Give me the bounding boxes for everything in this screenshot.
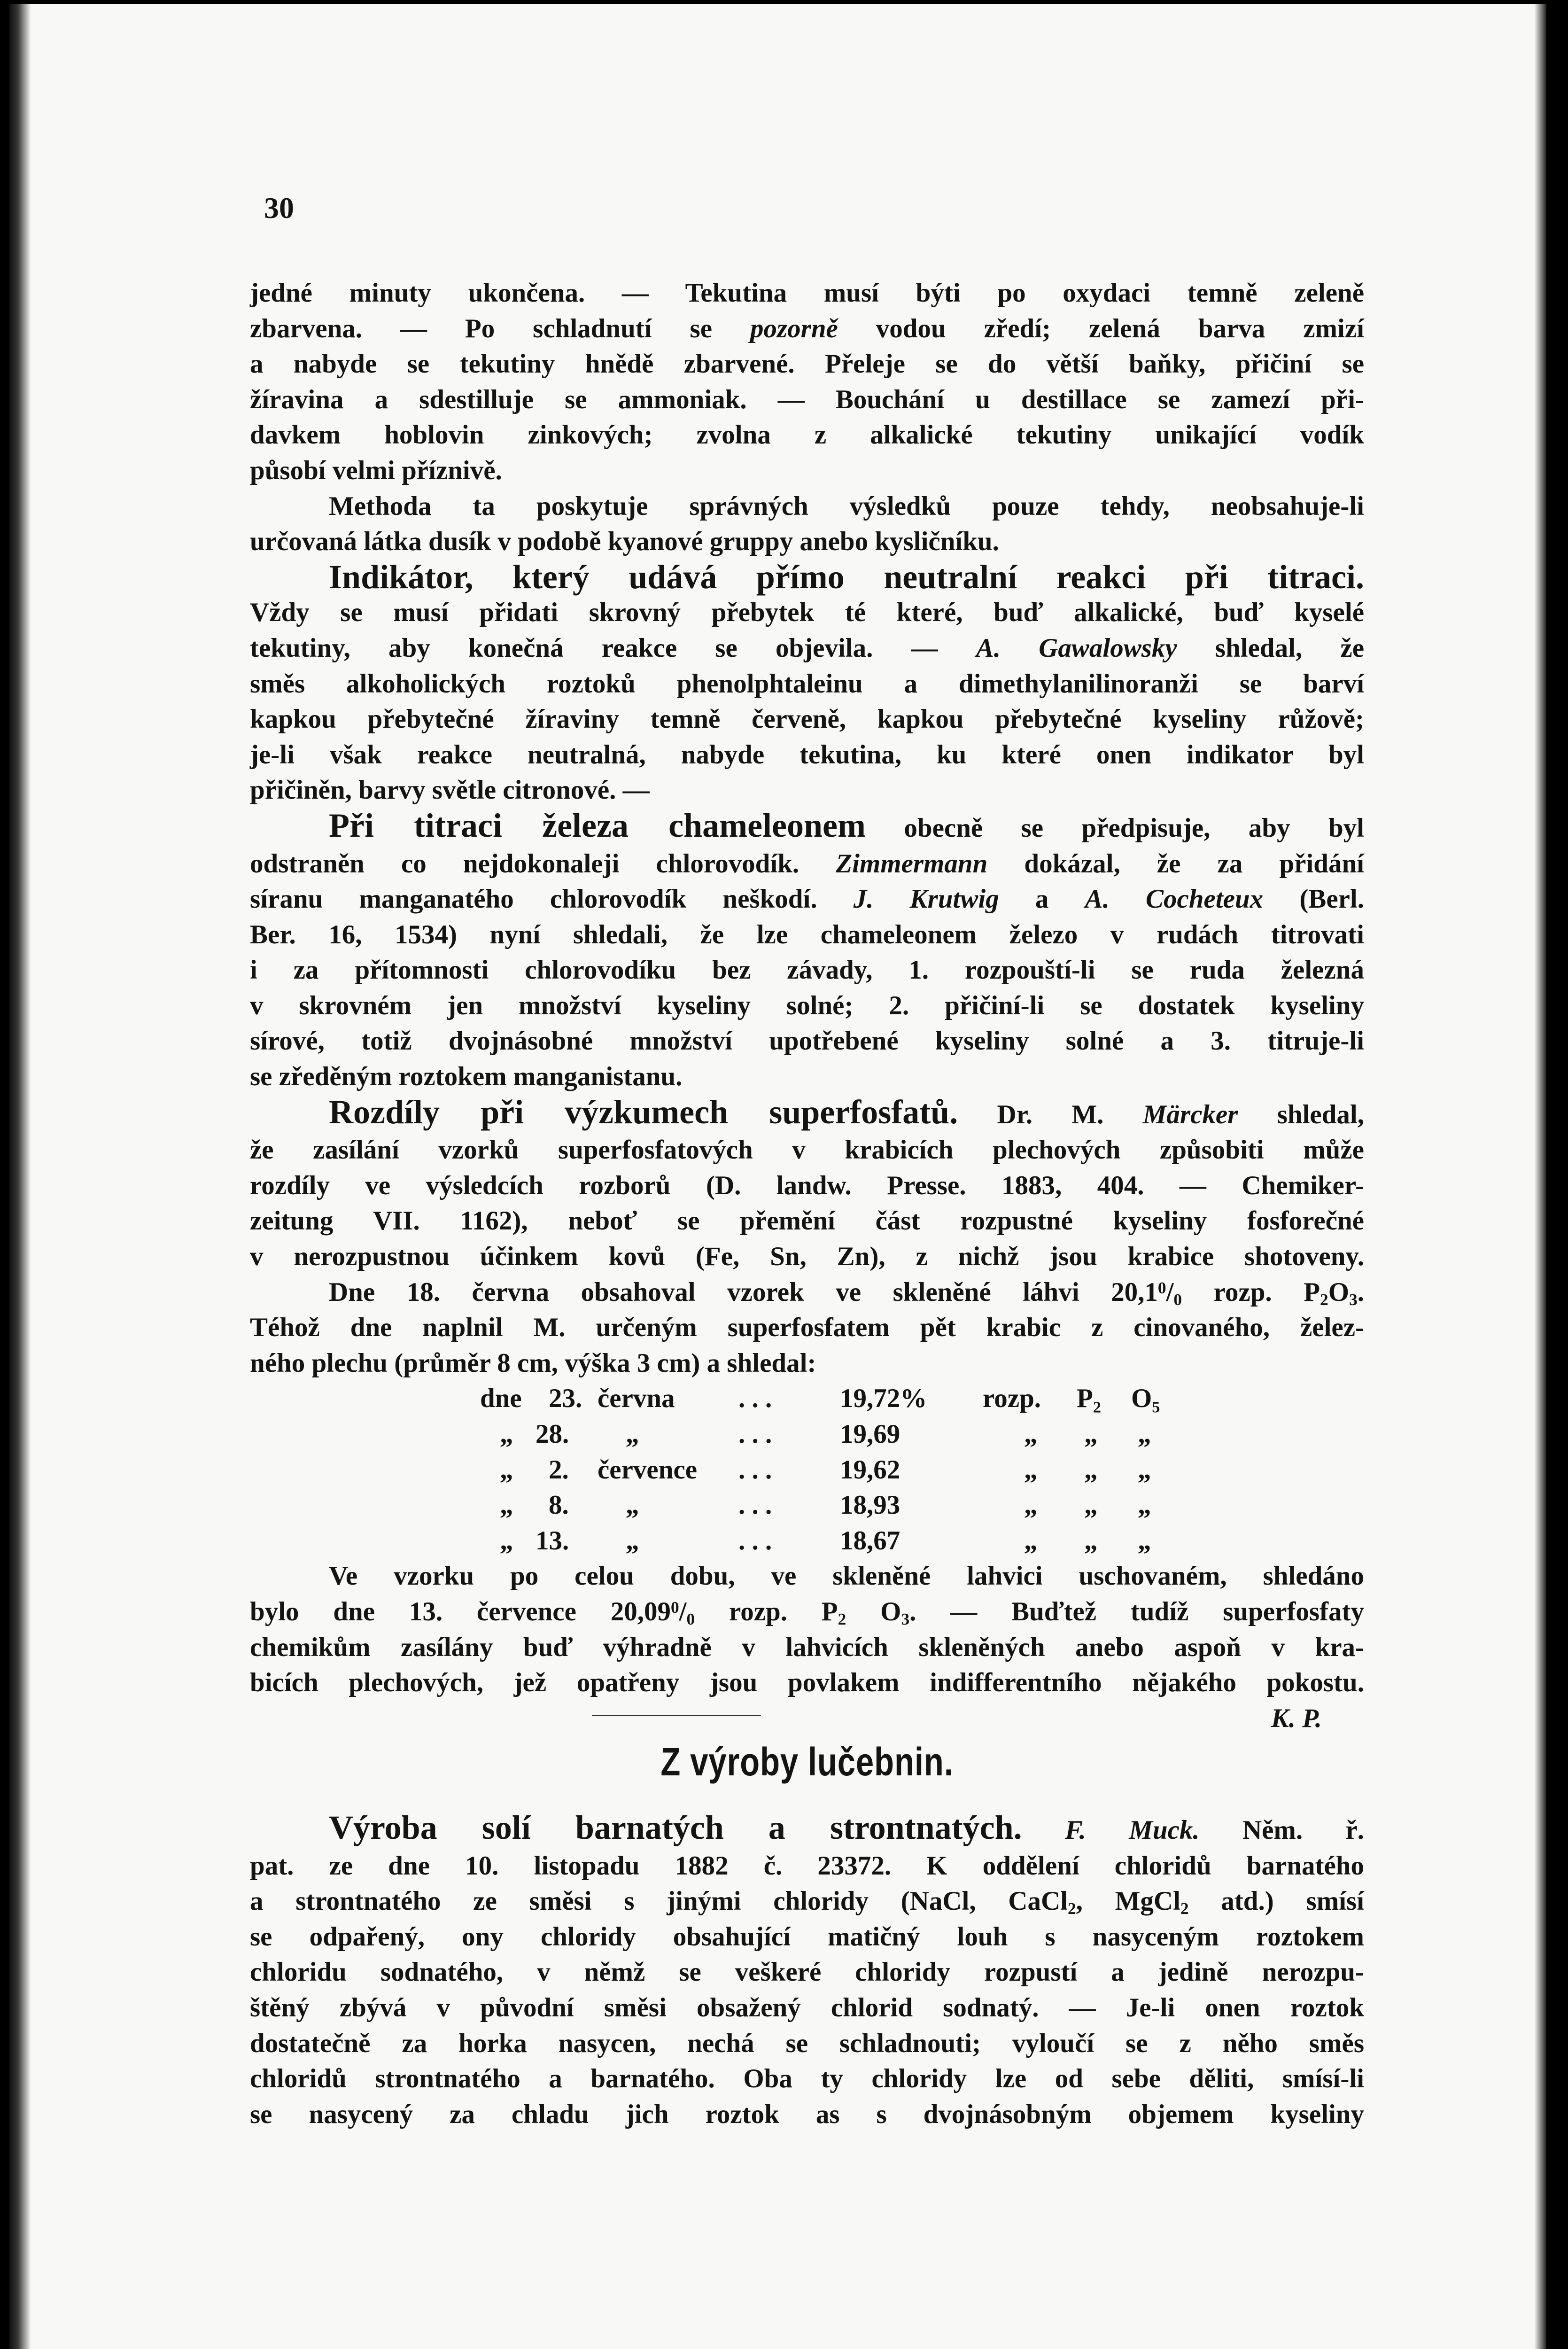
results-table: [250, 1381, 1364, 1558]
text-line: sírové, totiž dvojnásobné množství upotřebené kyseliny solné a 3. titruje-li: [250, 1026, 1364, 1056]
text-line: davkem hoblovin zinkových; zvolna z alkalické tekutiny unikající vodík: [250, 420, 1364, 450]
page-number: 30: [264, 191, 294, 225]
text-line: směs alkoholických roztoků phenolphtaleinu a dimethylanilinoranži se barví: [250, 669, 1364, 699]
text-line: zeitung VII. 1162), neboť se přemění část rozpustné kyseliny fosforečné: [250, 1206, 1364, 1236]
text-line: kapkou přebytečné žíraviny temně červeně, kapkou přebytečné kyseliny růžově;: [250, 704, 1364, 734]
text-line: zbarvena. — Po schladnutí se pozorně vodou zředí; zelená barva zmizí: [250, 313, 1364, 343]
table-row: „ 2. července . . . 19,62 „ „ „: [500, 1455, 1151, 1485]
text-line: Dne 18. června obsahoval vzorek ve skleněné láhvi $20,1^0/_0$ rozp. $P_2O_3$.: [329, 1277, 1364, 1309]
text-line: se zředěným roztokem manganistanu.: [250, 1062, 683, 1092]
text-line: Rozdíly při výzkumech superfosfatů. Dr. M. Märcker shledal,: [329, 1093, 1365, 1131]
text-line: je-li však reakce neutralná, nabyde tekutina, ku které onen indikator byl: [250, 739, 1364, 770]
text-line: ného plechu (průměr 8 cm, výška 3 cm) a shledal:: [250, 1348, 816, 1378]
text-line: chemikům zasílány buď výhradně v lahvicích skleněných anebo aspoň v kra-: [250, 1632, 1364, 1662]
table-row: „ 13. „ . . . 18,67 „ „ „: [500, 1525, 1151, 1556]
section-heading-titration: Při titraci železa chameleonem: [329, 806, 866, 844]
scan-shadow-right: [1534, 4, 1546, 2349]
text-line: určovaná látka dusík v podobě kyanové gruppy anebo kysličníku.: [250, 527, 999, 557]
text-line: a nabyde se tekutiny hnědě zbarvené. Přeleje se do větší baňky, přičiní se: [250, 349, 1364, 379]
text-line: bicích plechových, jež opatřeny jsou povlakem indifferentního nějakého pokostu.: [250, 1668, 1364, 1698]
text-line: Vždy se musí přidati skrovný přebytek té které, buď alkalické, buď kyselé: [250, 598, 1364, 628]
scan-shadow-left: [9, 4, 31, 2349]
text-line: Téhož dne naplnil M. určeným superfosfatem pět krabic z cinovaného, želez-: [250, 1313, 1364, 1343]
text-line: jedné minuty ukončena. — Tekutina musí býti po oxydaci temně zeleně: [250, 278, 1364, 308]
text-line: se odpařený, ony chloridy obsahující matičný louh s nasyceným roztokem: [250, 1921, 1364, 1952]
text-line: pat. ze dne 10. listopadu 1882 č. 23372. K oddělení chloridů barnatého: [250, 1851, 1364, 1881]
text-line: odstraněn co nejdokonaleji chlorovodík. Zimmermann dokázal, že za přidání: [250, 848, 1365, 879]
text-line: se nasycený za chladu jich roztok as s dvojnásobným objemem kyseliny: [250, 2099, 1364, 2129]
table-row: „ 8. „ . . . 18,93 „ „ „: [500, 1490, 1151, 1520]
text-line: žíravina a sdestilluje se ammoniak. — Bouchání u destillace se zamezí při-: [250, 384, 1364, 414]
text-line: v skrovném jen množství kyseliny solné; 2. přičiní-li se dostatek kyseliny: [250, 990, 1364, 1020]
table-row: dne 23. června . . . 19,72% rozp. P₂ O₅: [480, 1384, 1160, 1414]
text-line: chloridu sodnatého, v němž se veškeré chloridy rozpustí a jedině nerozpu-: [250, 1957, 1364, 1987]
text-line: i za přítomnosti chlorovodíku bez závady, 1. rozpouští-li se ruda železná: [250, 955, 1364, 985]
text-line: Ber. 16, 1534) nyní shledali, že lze chameleonem železo v rudách titrovati: [250, 919, 1364, 949]
text-line: v nerozpustnou účinkem kovů (Fe, Sn, Zn), z nichž jsou krabice shotoveny.: [250, 1242, 1364, 1272]
text-line: chloridů strontnatého a barnatého. Oba ty chloridy lze od sebe děliti, smísí-li: [250, 2064, 1364, 2094]
body-text: [250, 275, 1364, 2132]
text-line: a strontnatého ze směsi s jinými chloridy (NaCl, CaCl$_2$, MgCl$_2$ atd.) smísí: [250, 1886, 1364, 1918]
text-line: bylo dne 13. července $20,09^0/_0$ rozp. $P_2$ $O_3$. — Buďtež tudíž superfosfaty: [250, 1596, 1365, 1628]
text-line: Výroba solí barnatých a strontnatých. F. Muck. Něm. ř.: [329, 1808, 1364, 1846]
text-line: tekutiny, aby konečná reakce se objevila. — A. Gawalowsky shledal, že: [250, 633, 1365, 663]
scanned-page: [9, 4, 1546, 2349]
text-line: působí velmi příznivě.: [250, 455, 502, 485]
text-line: Ve vzorku po celou dobu, ve skleněné lahvici uschovaném, shledáno: [329, 1561, 1364, 1591]
text-line: rozdíly ve výsledcích rozborů (D. landw. Presse. 1883, 404. — Chemiker-: [250, 1170, 1364, 1200]
separator-rule: [592, 1715, 761, 1716]
section-title: Z výroby lučebnin.: [660, 1740, 954, 1784]
table-row: „ 28. „ . . . 19,69 „ „ „: [500, 1419, 1151, 1449]
text-line: Při titraci železa chameleonem obecně se předpisuje, aby byl: [329, 806, 1364, 844]
author-signature: K. P.: [1271, 1703, 1322, 1733]
text-line: štěný zbývá v původní směsi obsažený chlorid sodnatý. — Je-li onen roztok: [250, 1992, 1364, 2022]
text-line: dostatečně za horka nasycen, nechá se schladnouti; vyloučí se z něho směs: [250, 2028, 1364, 2058]
text-line: síranu manganatého chlorovodík neškodí. J. Krutwig a A. Cocheteux (Berl.: [250, 884, 1365, 914]
section-heading-barium: Výroba solí barnatých a strontnatých.: [329, 1808, 1022, 1846]
text-line: přičiněn, barvy světle citronové. —: [250, 775, 650, 805]
text-line: že zasílání vzorků superfosfatových v krabicích plechových způsobiti může: [250, 1135, 1364, 1165]
text-line: Methoda ta poskytuje správných výsledků pouze tehdy, neobsahuje-li: [329, 491, 1364, 521]
section-heading-indicator: Indikátor, který udává přímo neutralní reakci při titraci.: [329, 558, 1364, 596]
section-heading-superphosphate: Rozdíly při výzkumech superfosfatů.: [329, 1093, 958, 1131]
